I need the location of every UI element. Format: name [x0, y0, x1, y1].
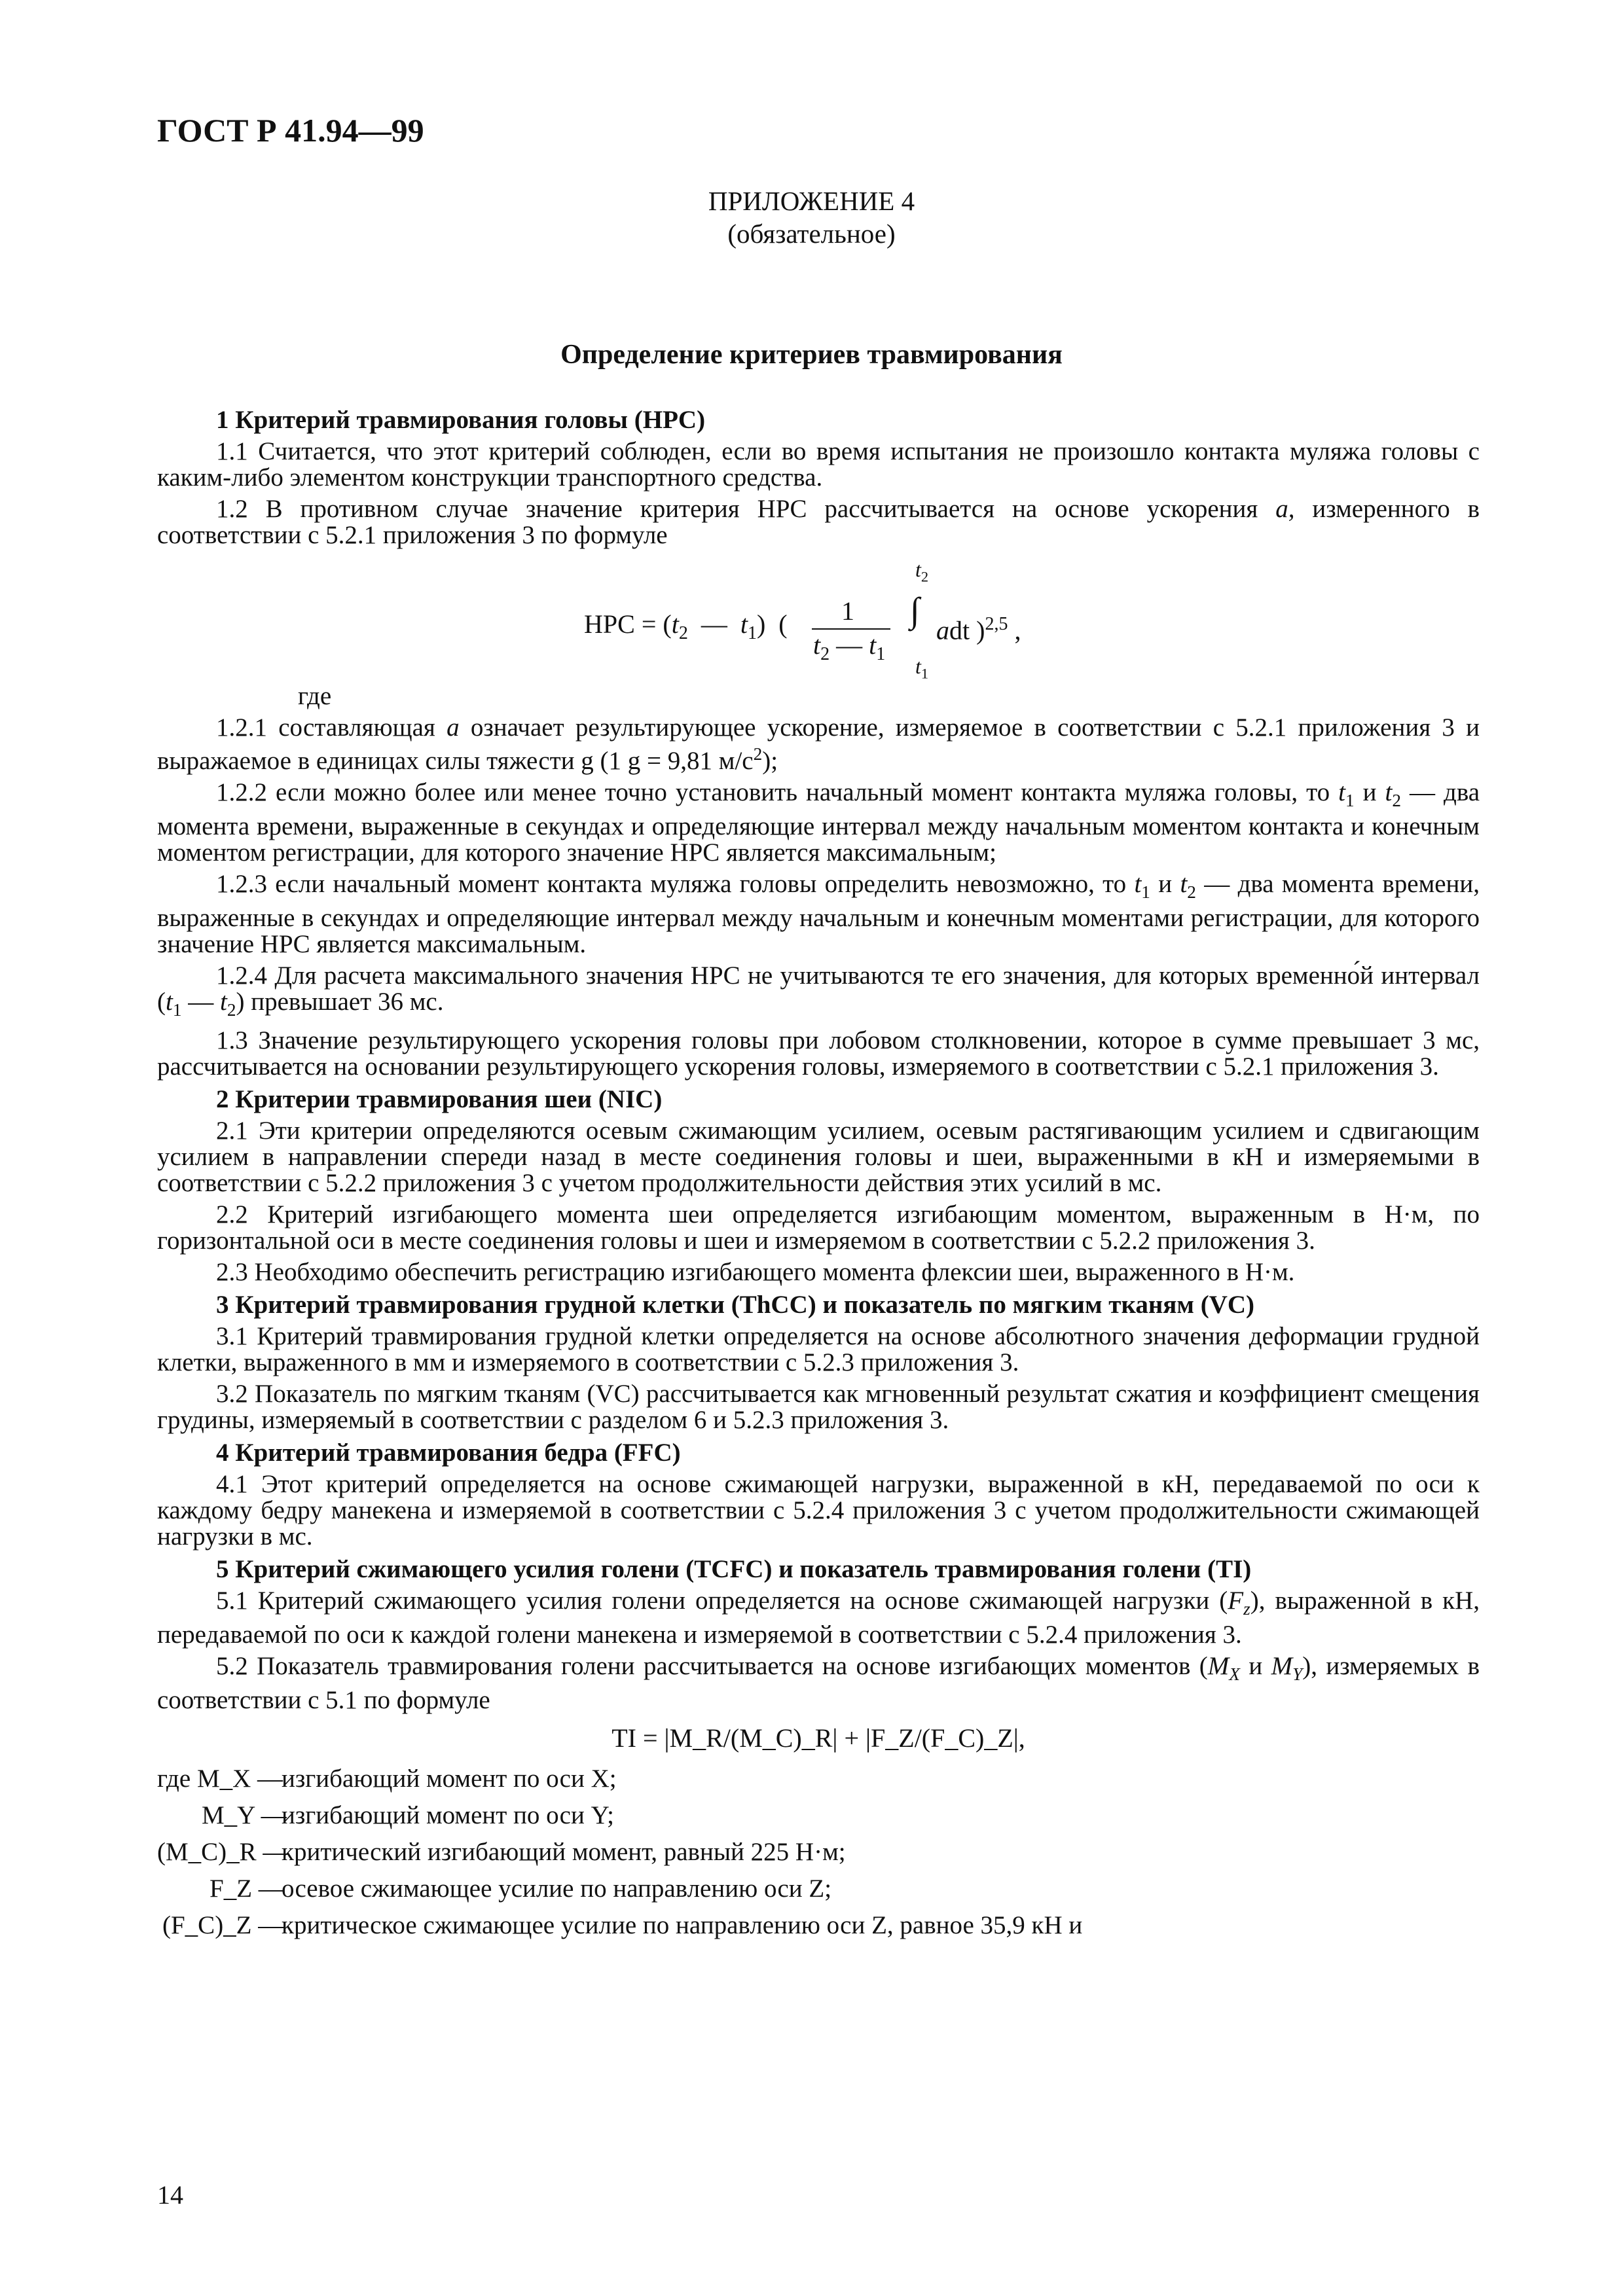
paragraph-1-2-3: 1.2.3 если начальный момент контакта муляжа головы определить невозможно, то $t_1$ и $t_2$ — два момента времени, выраженные в секундах и определяющие интервал между начальным и конечным моментами регистрации, для которого значение HPC является максимальным.: [157, 869, 1480, 958]
section-5-heading: 5 Критерий сжимающего усилия голени (TCFC) и показатель травмирования голени (TI): [216, 1555, 1252, 1584]
definition-row: (M_C)_R — критический изгибающий момент, равный 225 Н·м;: [157, 1837, 846, 1866]
page-title: Определение критериев травмирования: [560, 340, 1063, 370]
definition-row: F_Z — осевое сжимающее усилие по направлению оси Z;: [210, 1874, 832, 1903]
where-label: где: [298, 682, 332, 710]
appendix-status: (обязательное): [727, 219, 896, 249]
section-3-heading: 3 Критерий травмирования грудной клетки (ThCC) и показатель по мягким тканям (VC): [216, 1291, 1255, 1319]
paragraph-1-2: 1.2 В противном случае значение критерия HPC рассчитывается на основе ускорения a, измеренного в соответствии с 5.2.1 приложения 3 по формуле: [157, 495, 1480, 549]
paragraph-4-1: 4.1 Этот критерий определяется на основе сжимающей нагрузки, выраженной в кН, передаваемой по оси к каждому бедру манекена и измеряемой в соответствии с 5.2.4 приложения 3 с учетом продолжительности сжимающей нагрузки в мс.: [157, 1470, 1480, 1551]
paragraph-1-2-4: 1.2.4 Для расчета максимального значения HPC не учитываются те его значения, для которых временно́й интервал ($t_1$ — $t_2$) превышает 36 мс.: [157, 961, 1480, 1020]
paragraph-2-2: 2.2 Критерий изгибающего момента шеи определяется изгибающим моментом, выраженным в Н·м, по горизонтальной оси в месте соединения головы и шеи и измеряемом в соответствии с 5.2.2 приложения 3.: [157, 1200, 1480, 1255]
paragraph-5-1: 5.1 Критерий сжимающего усилия голени определяется на основе сжимающей нагрузки $(F_z)$, выраженной в кН, передаваемой по оси к каждой голени манекена и измеряемой в соответствии с 5.2.4 приложения 3.: [157, 1587, 1480, 1649]
section-1-heading: 1 Критерий травмирования головы (HPC): [216, 406, 706, 434]
ti-formula: TI = |M_R/(M_C)_R| + |F_Z/(F_C)_Z|,: [611, 1723, 1025, 1753]
definition-row: M_Y — изгибающий момент по оси Y;: [202, 1801, 614, 1829]
section-2-heading: 2 Критерии травмирования шеи (NIC): [216, 1085, 663, 1114]
symbol-definitions: [157, 1766, 1480, 1949]
appendix-heading: [0, 185, 1623, 250]
definition-row: где M_X — изгибающий момент по оси X;: [157, 1764, 617, 1793]
paragraph-3-2: 3.2 Показатель по мягким тканям (VC) рассчитывается как мгновенный результат сжатия и коэффициент смещения грудины, измеряемый в соответствии с разделом 6 и 5.2.3 приложения 3.: [157, 1380, 1480, 1435]
document-body: [157, 401, 1480, 1949]
hpc-formula: HPC = ($t_2$ — $t_1$) ( 1 $t_2$ — $t_1$ $t_2$ ∫ $t_1$ adt )$^{2,5}$ ,: [584, 558, 1021, 682]
paragraph-5-2: 5.2 Показатель травмирования голени рассчитывается на основе изгибающих моментов ($M_X$ и $M_Y$), измеряемых в соответствии с 5.1 по формуле: [157, 1652, 1480, 1714]
paragraph-1-2-1: 1.2.1 составляющая a означает результирующее ускорение, измеряемое в соответствии с 5.2.1 приложения 3 и выражаемое в единицах силы тяжести g (1 g = 9,81 $м/с^2$);: [157, 713, 1480, 775]
paragraph-3-1: 3.1 Критерий травмирования грудной клетки определяется на основе абсолютного значения деформации грудной клетки, выраженного в мм и измеряемого в соответствии с 5.2.3 приложения 3.: [157, 1322, 1480, 1377]
definition-row: (F_C)_Z — критическое сжимающее усилие по направлению оси Z, равное 35,9 кН и: [162, 1910, 1083, 1939]
paragraph-1-2-2: 1.2.2 если можно более или менее точно установить начальный момент контакта муляжа головы, то $t_1$ и $t_2$ — два момента времени, выраженные в секундах и определяющие интервал между начальным моментом контакта и конечным моментом регистрации, для которого значение HPC является максимальным;: [157, 778, 1480, 867]
paragraph-2-1: 2.1 Эти критерии определяются осевым сжимающим усилием, осевым растягивающим усилием и сдвигающим усилием в направлении спереди назад в месте соединения головы и шеи, выраженными в кН и измеряемыми в соответствии с 5.2.2 приложения 3 с учетом продолжительности действия этих усилий в мс.: [157, 1117, 1480, 1198]
section-4-heading: 4 Критерий травмирования бедра (FFC): [216, 1439, 681, 1467]
document-code: ГОСТ Р 41.94—99: [157, 112, 424, 149]
paragraph-1-3: 1.3 Значение результирующего ускорения головы при лобовом столкновении, которое в сумме превышает 3 мс, рассчитывается на основании результирующего ускорения головы, измеряемого в соответствии с 5.2.1 приложения 3.: [157, 1026, 1480, 1081]
paragraph-1-1: 1.1 Считается, что этот критерий соблюден, если во время испытания не произошло контакта муляжа головы с каким-либо элементом конструкции транспортного средства.: [157, 437, 1480, 492]
appendix-number: ПРИЛОЖЕНИЕ 4: [708, 186, 915, 216]
paragraph-2-3: 2.3 Необходимо обеспечить регистрацию изгибающего момента флексии шеи, выраженного в Н·м.: [216, 1258, 1295, 1287]
page-number: 14: [157, 2180, 183, 2210]
